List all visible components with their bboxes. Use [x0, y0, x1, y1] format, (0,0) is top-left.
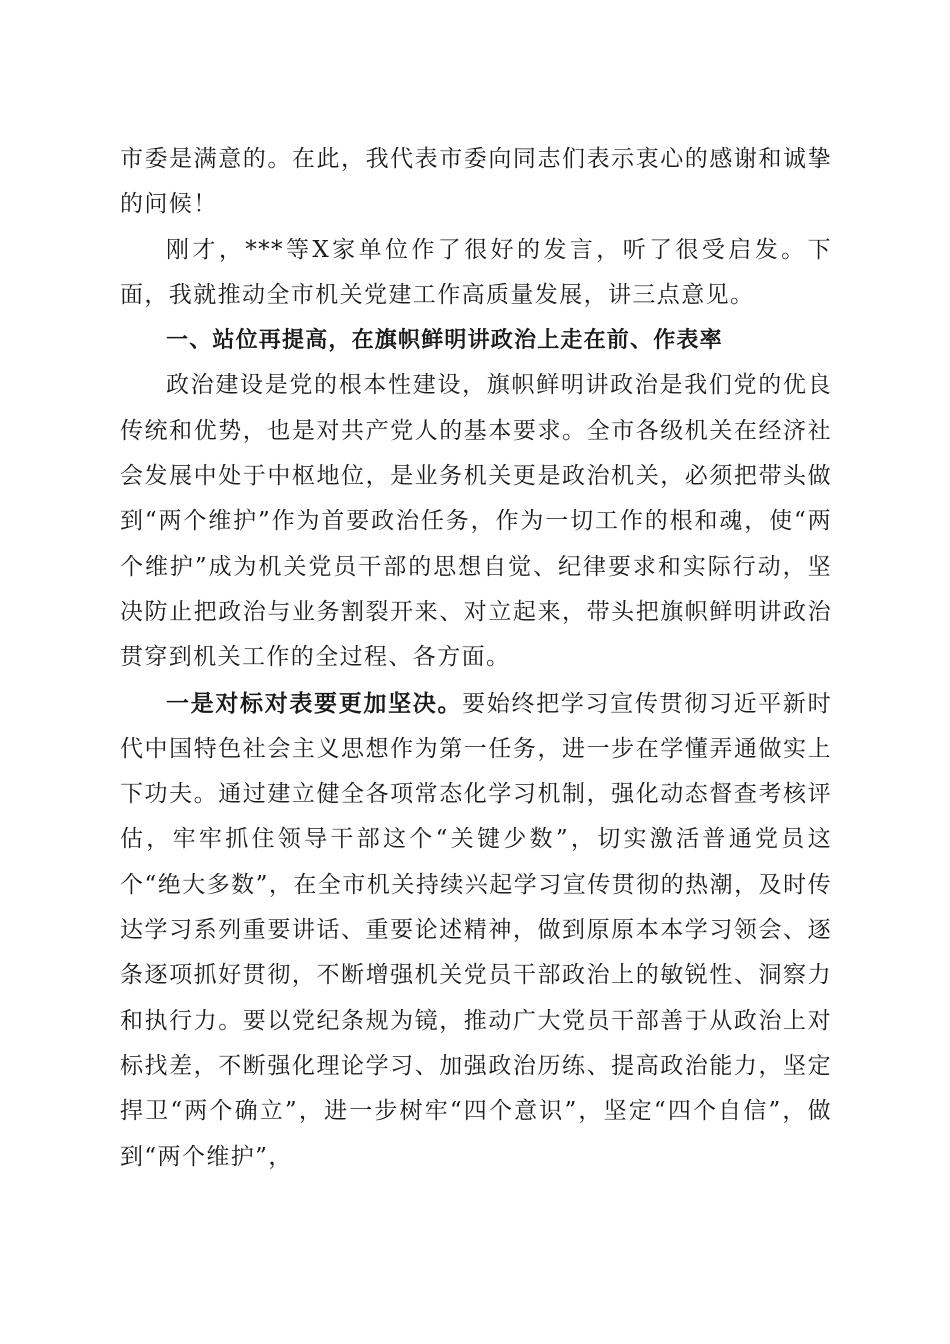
- section-heading-1: 一、站位再提高，在旗帜鲜明讲政治上走在前、作表率: [166, 328, 723, 354]
- point-one-text: 要始终把学习宣传贯彻习近平新时代中国特色社会主义思想作为第一任务，进一步在学懂弄通做实上下功夫。通过建立健全各项常态化学习机制，强化动态督查考核评估，牢牢抓住领导干部这个“关键少数”，切实激活普通党员这个“绝大多数”，在全市机关持续兴起学习宣传贯彻的热潮，及时传达学习系列重要讲话、重要论述精神，做到原原本本学习领会、逐条逐项抓好贯彻，不断增强机关党员干部政治上的敏锐性、洞察力和执行力。要以党纪条规为镜，推动广大党员干部善于从政治上对标找差，不断强化理论学习、加强政治历练、提高政治能力，坚定捍卫“两个确立”，进一步树牢“四个意识”，坚定“四个自信”，做到“两个维护”，: [120, 690, 832, 1170]
- point-one-lead: 一是对标对表要更加坚决。: [166, 689, 463, 717]
- paragraph-intro: 刚才，***等X家单位作了很好的发言，听了很受启发。下面，我就推动全市机关党建工作高质量发展，讲三点意见。: [120, 236, 832, 308]
- paragraph-political-building: 政治建设是党的根本性建设，旗帜鲜明讲政治是我们党的优良传统和优势，也是对共产党人的基本要求。全市各级机关在经济社会发展中处于中枢地位，是业务机关更是政治机关，必须把带头做到“两个维护”作为首要政治任务，作为一切工作的根和魂，使“两个维护”成为机关党员干部的思想自觉、纪律要求和实际行动，坚决防止把政治与业务割裂开来、对立起来，带头把旗帜鲜明讲政治贯穿到机关工作的全过程、各方面。: [120, 372, 832, 671]
- document-body: [120, 137, 832, 1180]
- paragraph-closing-thanks: 市委是满意的。在此，我代表市委向同志们表示衷心的感谢和诚挚的问候！: [120, 146, 832, 218]
- paragraph-point-one: [120, 681, 832, 1180]
